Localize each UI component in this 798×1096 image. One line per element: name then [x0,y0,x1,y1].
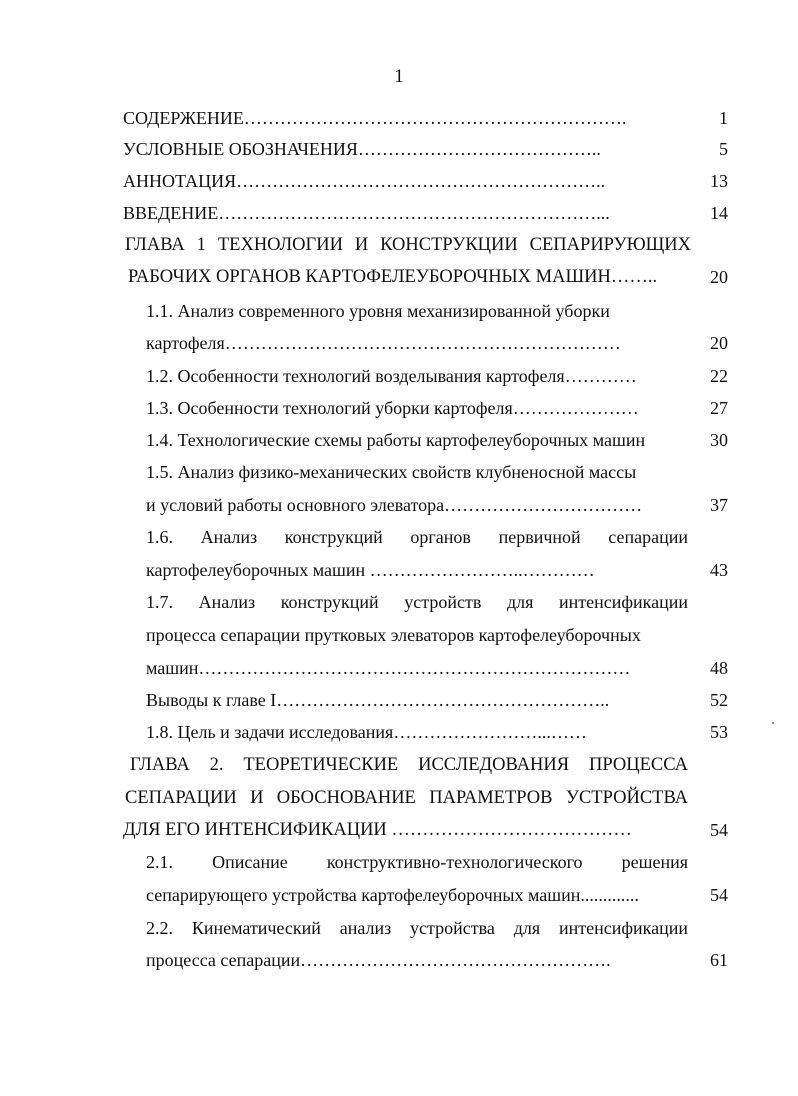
toc-entry-text: 1.4. Технологические схемы работы картофелеуборочных машин [146,430,646,450]
toc-entry-text: картофеля………………………………………………………… [146,333,621,353]
toc-entry-text: 1.2. Особенности технологий возделывания картофеля………… [146,366,637,386]
toc-entry-page: 54 [710,885,728,905]
toc-entry-page: 5 [719,139,728,159]
toc-entry-text: процесса сепарации прутковых элеваторов картофелеуборочных [146,625,641,645]
toc-entry-text: сепарирующего устройства картофелеуборочных машин............. [146,885,639,905]
toc-entry-text: 1.3. Особенности технологий уборки картофеля………………… [146,398,639,418]
toc-entry-text: 1.5. Анализ физико-механических свойств клубненосной массы [146,462,637,482]
toc-entry-page: 53 [710,722,728,742]
toc-entry-page: 43 [710,560,728,580]
toc-entry-text: 2.1. Описание конструктивно-технологического решения [146,852,688,872]
toc-entry-page: 22 [710,366,728,386]
toc-chapter-heading: ГЛАВА 2. ТЕОРЕТИЧЕСКИЕ ИССЛЕДОВАНИЯ ПРОЦЕССА [130,755,688,775]
toc-entry-page: 54 [710,820,728,840]
toc-entry-text: 1.7. Анализ конструкций устройств для интенсификации [146,592,688,612]
toc-entry-page: 37 [710,495,728,515]
toc-entry-text: ВВЕДЕНИЕ………………………………………………………... [123,203,610,223]
toc-entry-text: УСЛОВНЫЕ ОБОЗНАЧЕНИЯ………………………………….. [123,139,601,159]
toc-entry-text: 1.6. Анализ конструкций органов первичной сепарации [146,527,688,547]
toc-entry-page: 14 [710,203,728,223]
toc-entry-page: 13 [710,171,728,191]
toc-entry-text: и условий работы основного элеватора…………………………… [146,495,643,515]
scan-speck [772,722,774,724]
toc-entry-page: 48 [710,658,728,678]
toc-entry-page: 1 [719,108,728,128]
toc-entry-text: АННОТАЦИЯ…………………………………………………….. [123,171,606,191]
toc-entry-page: 20 [710,267,728,287]
toc-entry-text: СОДЕРЖЕНИЕ………………………………………………………. [123,108,627,128]
toc-chapter-heading: РАБОЧИХ ОРГАНОВ КАРТОФЕЛЕУБОРОЧНЫХ МАШИН…….. [128,267,658,287]
toc-entry-text: 2.2. Кинематический анализ устройства для интенсификации [146,918,688,938]
toc-entry-text: 1.1. Анализ современного уровня механизированной уборки [146,301,610,321]
toc-chapter-heading: ДЛЯ ЕГО ИНТЕНСИФИКАЦИИ ………………………………… [123,820,632,840]
toc-chapter-heading: ГЛАВА 1 ТЕХНОЛОГИИ И КОНСТРУКЦИИ СЕПАРИРУЮЩИХ [125,235,691,255]
toc-entry-page: 52 [710,690,728,710]
toc-entry-page: 61 [710,950,728,970]
toc-entry-page: 30 [710,430,728,450]
toc-entry-text: машин……………………………………………………………… [146,658,631,678]
toc-entry-page: 27 [710,398,728,418]
toc-entry-text: картофелеуборочных машин ……………………..………… [146,560,595,580]
toc-entry-text: процесса сепарации……………………………………………. [146,950,611,970]
toc-entry-text: 1.8. Цель и задачи исследования……………………...…… [146,722,587,742]
toc-entry-text: Выводы к главе I……………………………………………….. [146,690,610,710]
page-number: 1 [394,66,404,87]
toc-entry-page: 20 [710,333,728,353]
toc-chapter-heading: СЕПАРАЦИИ И ОБОСНОВАНИЕ ПАРАМЕТРОВ УСТРОЙСТВА [125,788,688,808]
